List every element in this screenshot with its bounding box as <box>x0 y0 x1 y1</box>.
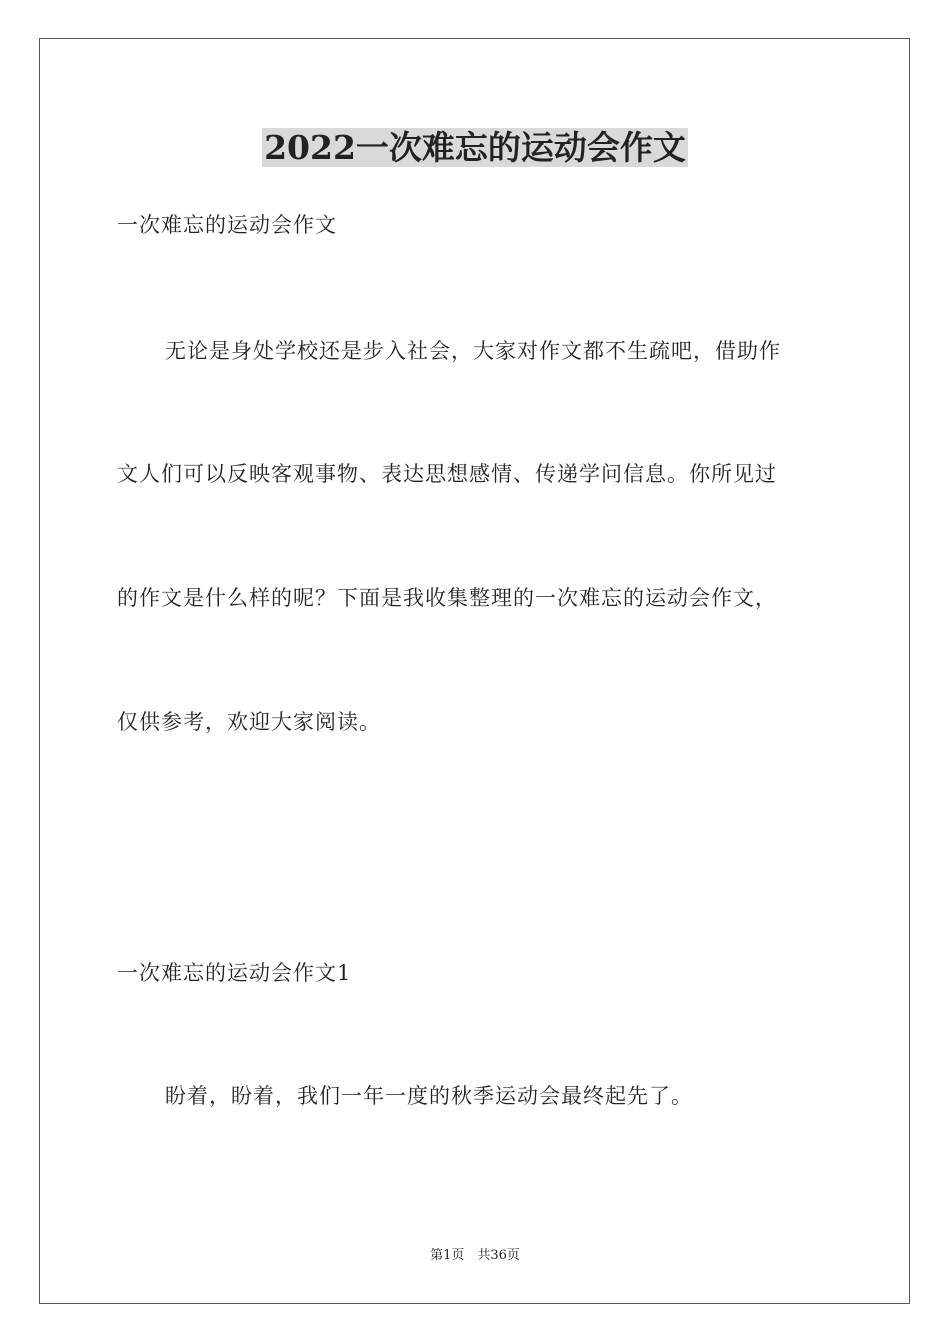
document-title-text: 2022一次难忘的运动会作文 <box>264 128 686 167</box>
intro-line-4: 仅供参考，欢迎大家阅读。 <box>117 710 381 734</box>
document-subtitle: 一次难忘的运动会作文 <box>117 213 337 237</box>
intro-line-3: 的作文是什么样的呢？下面是我收集整理的一次难忘的运动会作文， <box>117 586 777 610</box>
intro-line-1: 无论是身处学校还是步入社会，大家对作文都不生疏吧，借助作 <box>165 339 781 363</box>
section-heading: 一次难忘的运动会作文1 <box>117 961 352 985</box>
section-first-line: 盼着，盼着，我们一年一度的秋季运动会最终起先了。 <box>165 1084 693 1108</box>
page-number: 第1页 共36页 <box>430 1248 520 1263</box>
document-title <box>0 126 950 170</box>
intro-line-2: 文人们可以反映客观事物、表达思想感情、传递学问信息。你所见过 <box>117 462 777 486</box>
